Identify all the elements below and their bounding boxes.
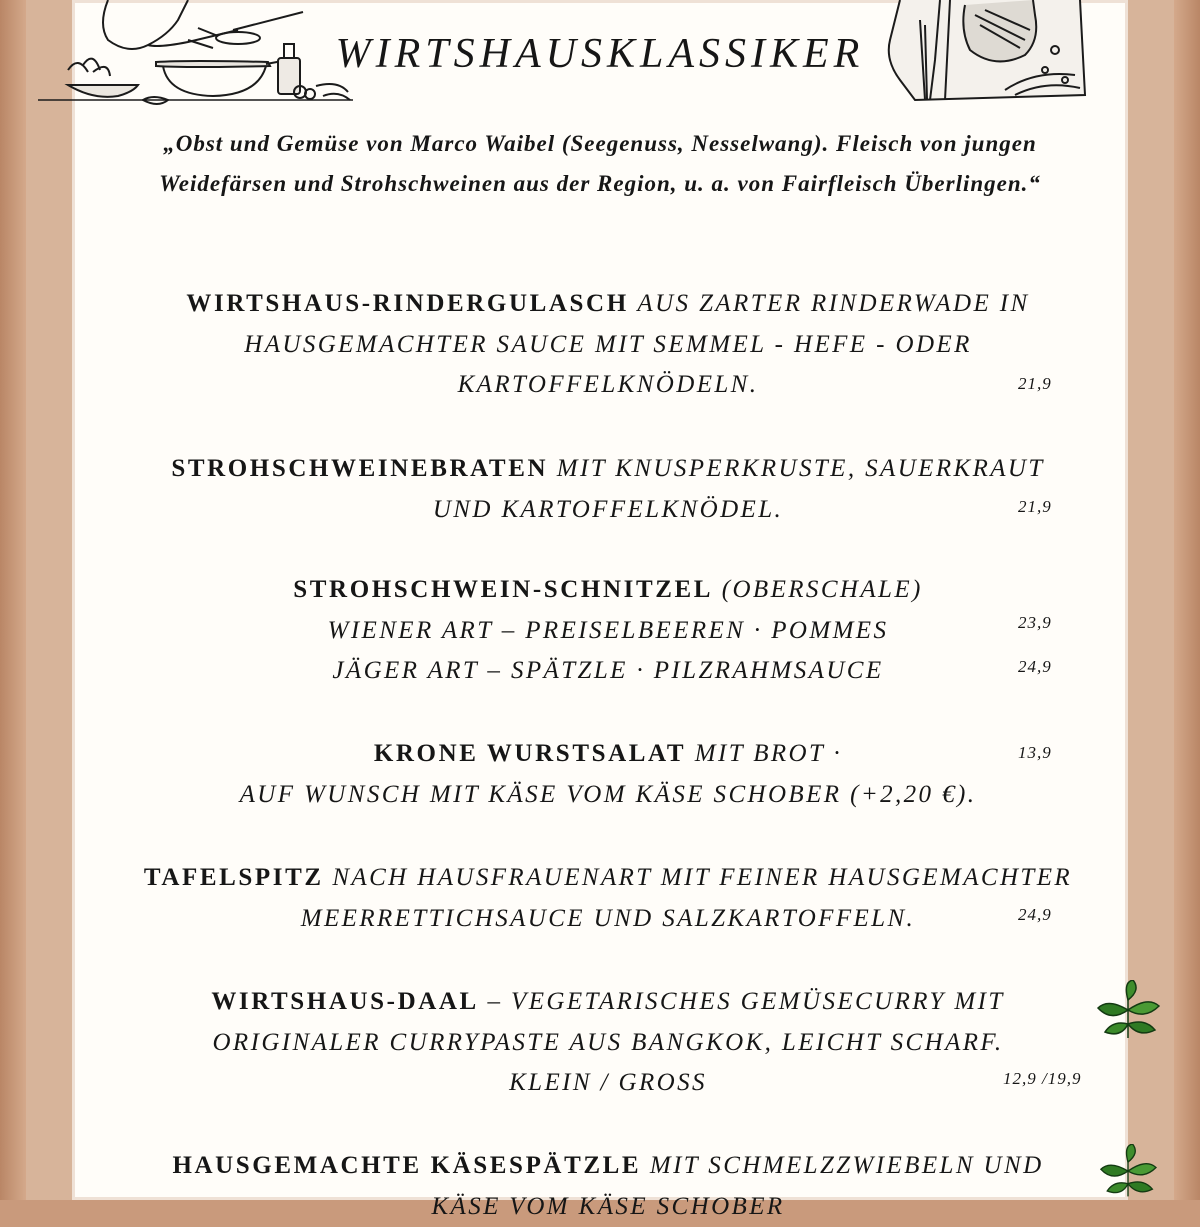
menu-item-description: HAUSGEMACHTER SAUCE MIT SEMMEL - HEFE - ODER bbox=[100, 325, 1116, 366]
menu-item-description: (OBERSCHALE) bbox=[722, 576, 923, 603]
menu-item-name: KRONE WURSTSALAT bbox=[374, 740, 686, 767]
menu-item-daal bbox=[100, 982, 1116, 1104]
menu-item-price: 24,9 bbox=[1018, 657, 1052, 677]
menu-item-description: UND KARTOFFELKNÖDEL. bbox=[100, 490, 1116, 531]
menu-item-description: AUF WUNSCH MIT KÄSE VOM KÄSE SCHOBER (+2,20 €). bbox=[100, 775, 1116, 816]
menu-item-line bbox=[100, 858, 1116, 899]
menu-item-schweinebraten bbox=[100, 449, 1116, 530]
left-outer-border bbox=[0, 0, 26, 1200]
menu-item-price: 24,9 bbox=[1018, 905, 1052, 925]
menu-item-description: NACH HAUSFRAUENART MIT FEINER HAUSGEMACHTER bbox=[332, 864, 1072, 891]
menu-title: WIRTSHAUSKLASSIKER bbox=[0, 30, 1200, 78]
menu-item-description: MIT BROT · bbox=[695, 740, 842, 767]
menu-intro-text: „Obst und Gemüse von Marco Waibel (Seegenuss, Nesselwang). Fleisch von jungen Weidefärsen und Strohschweinen aus der Region, u. a. von Fairfleisch Überlingen.“ bbox=[100, 124, 1100, 204]
menu-item-description: MIT SCHMELZZWIEBELN UND bbox=[650, 1152, 1044, 1179]
menu-item-description: AUS ZARTER RINDERWADE IN bbox=[637, 290, 1029, 317]
menu-item-description: MEERRETTICHSAUCE UND SALZKARTOFFELN. bbox=[100, 899, 1116, 940]
right-outer-border bbox=[1174, 0, 1200, 1200]
menu-item-description: – VEGETARISCHES GEMÜSECURRY MIT bbox=[487, 988, 1004, 1015]
menu-item-line bbox=[100, 284, 1116, 325]
menu-item-name: STROHSCHWEINEBRATEN bbox=[171, 455, 548, 482]
menu-item-rindergulasch bbox=[100, 284, 1116, 406]
menu-item-schnitzel bbox=[100, 570, 1116, 692]
menu-item-tafelspitz bbox=[100, 858, 1116, 939]
menu-item-price: 21,9 bbox=[1018, 374, 1052, 394]
menu-item-line bbox=[100, 570, 1116, 611]
menu-item-name: WIRTSHAUS-DAAL bbox=[211, 988, 479, 1015]
menu-item-name: HAUSGEMACHTE KÄSESPÄTZLE bbox=[172, 1152, 641, 1179]
menu-item-variant: JÄGER ART – SPÄTZLE · PILZRAHMSAUCE bbox=[100, 651, 1116, 692]
menu-item-name: TAFELSPITZ bbox=[144, 864, 324, 891]
menu-item-description: KARTOFFELKNÖDELN. bbox=[100, 365, 1116, 406]
menu-item-price: 21,9 bbox=[1018, 497, 1052, 517]
menu-item-description: MIT KNUSPERKRUSTE, SAUERKRAUT bbox=[557, 455, 1045, 482]
menu-item-kaesespaetzle bbox=[100, 1146, 1116, 1227]
menu-item-description: KÄSE VOM KÄSE SCHOBER bbox=[100, 1187, 1116, 1227]
menu-item-line bbox=[100, 449, 1116, 490]
menu-item-line bbox=[100, 1146, 1116, 1187]
menu-item-price: 12,9 /19,9 bbox=[1003, 1069, 1081, 1089]
menu-item-price: 13,9 bbox=[1018, 743, 1052, 763]
menu-item-description: ORIGINALER CURRYPASTE AUS BANGKOK, LEICHT SCHARF. bbox=[100, 1023, 1116, 1064]
menu-item-variant: WIENER ART – PREISELBEEREN · POMMES bbox=[100, 611, 1116, 652]
menu-item-wurstsalat bbox=[100, 734, 1116, 815]
menu-item-description: KLEIN / GROSS bbox=[100, 1063, 1116, 1104]
menu-item-price: 23,9 bbox=[1018, 613, 1052, 633]
menu-item-name: STROHSCHWEIN-SCHNITZEL bbox=[293, 576, 713, 603]
vegetarian-leaf-icon bbox=[1093, 980, 1163, 1042]
menu-item-name: WIRTSHAUS-RINDERGULASCH bbox=[186, 290, 628, 317]
menu-item-line bbox=[100, 734, 1116, 775]
menu-item-line bbox=[100, 982, 1116, 1023]
left-inner-border bbox=[26, 0, 74, 1200]
vegetarian-leaf-icon bbox=[1093, 1144, 1163, 1200]
